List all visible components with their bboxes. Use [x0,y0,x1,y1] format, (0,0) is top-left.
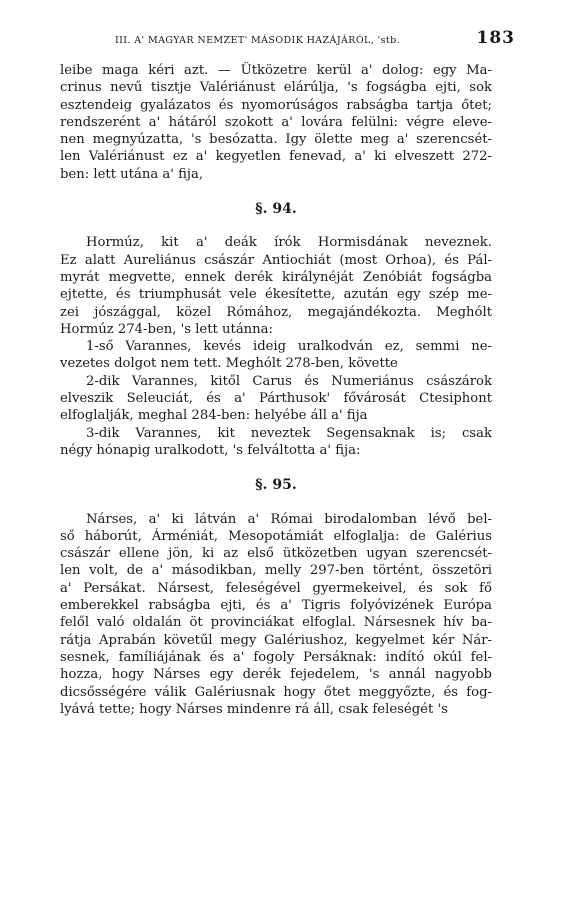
text-line: leibe maga kéri azt. — Ütközetre kerül a' dolog: egy Ma- [60,63,492,78]
text-line: nen megnyúzatta, 's besózatta. Igy ölette meg a' szerencsét- [60,132,492,148]
text-line: len Valériánust ez a' kegyetlen fenevad, a' ki elveszett 272- [60,149,492,165]
continuation-paragraph [60,62,492,183]
text-line: emberekkel rabságba ejti, és a' Tigris folyóvizének Európa [60,598,492,614]
text-line: császár ellene jön, ki az első ütközetben ugyan szerencsét- [60,546,492,562]
paragraph [60,425,492,460]
text-line: elveszik Seleuciát, és a' Párthusok' fővárosát Ctesiphont [60,391,492,407]
text-line: rátja Aprabán követűl megy Galériushoz, kegyelmet kér Nár- [60,632,492,648]
running-title: III. A' MAGYAR NEMZET' MÁSODIK HAZÁJÁRÓL, 'stb. [115,35,400,46]
text-line: lyává tette; hogy Nárses mindenre rá áll, csak feleségét 's [60,701,448,717]
text-line: 3-dik Varannes, kit neveztek Segensaknak is; csak [86,425,492,441]
text-line: Hormúz 274-ben, 's lett utánna: [60,321,273,337]
paragraph [60,62,492,183]
text-line: Hormúz, kit a' deák írók Hormisdának neveznek. [86,235,492,251]
text-line: vezetes dolgot nem tett. Meghólt 278-ben, követte [60,356,398,372]
section-heading-95: §. 95. [255,477,297,494]
text-line: crinus nevű tisztje Valériánust elárúlja, 's fogságba ejti, sok [60,80,492,96]
paragraph [60,338,492,373]
section-94-body [60,234,492,459]
text-line: felől való oldalán öt provinciákat elfoglal. Nársesnek hív ba- [60,615,492,631]
text-line: ejtette, és triumphusát vele ékesítette, azután egy szép me- [60,287,492,303]
text-line: sesnek, famíliájának és a' fogoly Persáknak: indító okúl fel- [60,649,492,665]
running-header [115,28,515,48]
paragraph [60,373,492,425]
section-heading-94: §. 94. [255,201,297,218]
text-line: ben: lett utána a' fija, [60,166,204,182]
page-body [60,62,492,718]
text-line: rendszerént a' hátáról szokott a' lovára felülni: végre eleve- [60,114,492,130]
text-line: elfoglalják, meghal 284-ben: helyébe áll a' fija [60,408,368,424]
text-line: dicsősségére válik Galériusnak hogy őtet meggyőzte, és fog- [60,684,492,700]
section-95-body [60,511,492,719]
paragraph [60,234,492,338]
text-line: a' Persákat. Nársest, feleségével gyermekeivel, és sok fő [60,580,492,596]
text-line: hozza, hogy Nárses egy derék fejedelem, 's annál nagyobb [60,667,492,683]
text-line: myrát megvette, ennek derék királynéját Zenóbiát fogságba [60,269,492,285]
text-line: esztendeig gyalázatos és nyomorúságos rabságba tartja őtet; [60,97,492,113]
page-number: 183 [476,28,515,48]
text-line: ső háborút, Árméniát, Mesopotámiát elfoglalja: de Galérius [60,528,492,544]
paragraph [60,511,492,719]
text-line: négy hónapig uralkodott, 's felváltotta a' fija: [60,442,361,458]
text-line: 1-ső Varannes, kevés ideig uralkodván ez, semmi ne- [86,339,492,355]
text-line: len volt, de a' másodikban, melly 297-ben történt, összetöri [60,563,492,579]
text-line: zei jószággal, közel Rómához, megajándékozta. Meghólt [60,304,492,320]
text-line: Nárses, a' ki látván a' Római birodalomban lévő bel- [86,511,492,527]
text-line: Ez alatt Aureliánus császár Antiochiát (most Orhoa), és Pál- [60,252,492,268]
text-line: 2-dik Varannes, kitől Carus és Numeriánus császárok [86,373,492,389]
